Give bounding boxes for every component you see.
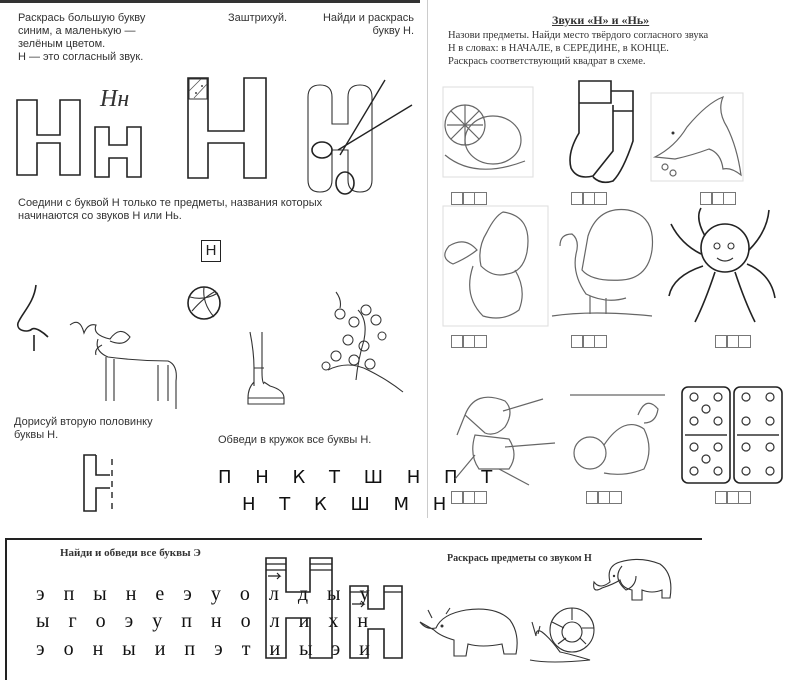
sound-scheme-lemon[interactable] [452, 192, 487, 205]
hatched-letter-h[interactable] [186, 76, 271, 181]
cursive-letters: Нн [100, 86, 130, 112]
octopus-picture[interactable] [665, 206, 780, 331]
small-h-tracing[interactable] [348, 584, 408, 664]
small-letter-n-outline[interactable] [93, 125, 145, 180]
letter-row-1[interactable]: П Н К Т Ш Н П Т [218, 467, 502, 488]
lemon-picture[interactable] [443, 85, 535, 180]
rhinoceros-picture[interactable] [418, 598, 523, 666]
sound-scheme-pinocchio[interactable] [452, 491, 487, 504]
task-find-e: Найди и обведи все буквы Э [60, 547, 201, 559]
sound-scheme-dolphin[interactable] [701, 192, 736, 205]
socks-picture[interactable] [565, 75, 645, 185]
task-circle-letters: Обведи в кружок все буквы Н. [218, 434, 372, 446]
task-connect: Соедини с буквой Н только те предметы, названия которых начинаются со звуков Н или Нь. [18, 197, 323, 222]
nose-picture[interactable] [14, 283, 54, 353]
sound-scheme-turkey[interactable] [572, 335, 607, 348]
sound-scheme-dominoes[interactable] [716, 491, 751, 504]
sound-scheme-octopus[interactable] [716, 335, 751, 348]
letter-grid-row-2[interactable]: ы г о э у п н о л и х н [36, 610, 376, 632]
turkey-picture[interactable] [550, 206, 660, 331]
sound-scheme-boy[interactable] [452, 335, 487, 348]
top-border [0, 0, 420, 3]
task-color-objects: Раскрась предметы со звуком Н [447, 553, 592, 564]
letter-grid-row-1[interactable]: э п ы н е э у о л д ы у [36, 583, 377, 605]
letter-grid-row-3[interactable]: э о н ы и п э т и ы э и [36, 638, 377, 660]
pinocchio-picture[interactable] [445, 385, 565, 485]
right-page-title: Звуки «Н» и «Нь» [552, 13, 650, 27]
ball-picture[interactable] [186, 285, 222, 321]
page-divider [427, 0, 428, 518]
sound-scheme-baby[interactable] [587, 491, 622, 504]
task-color-letter: Раскрась большую букву синим, а маленькую — зелёным цветом. Н — это согласный звук. [18, 12, 146, 63]
boy-running-picture[interactable] [443, 206, 553, 331]
letter-row-2[interactable]: Н Т К Ш М Н [242, 494, 456, 515]
elephant-picture[interactable] [592, 558, 674, 620]
letter-h-with-scissors[interactable] [300, 80, 415, 195]
task-find-letter: Найди и раскрась букву Н. [322, 12, 414, 37]
snail-picture[interactable] [528, 604, 598, 664]
boxed-letter-h[interactable]: Н [201, 240, 221, 262]
big-h-tracing[interactable] [264, 556, 339, 661]
dominoes-picture[interactable] [680, 385, 788, 485]
big-letter-h-outline[interactable] [15, 95, 85, 180]
task-shade: Заштрихуй. [228, 12, 288, 24]
baby-lying-picture[interactable] [568, 385, 673, 485]
right-page-instructions: Назови предметы. Найди место твёрдого согласного звука Н в словах: в НАЧАЛЕ, в СЕРЕДИНЕ, в КОНЦЕ. Раскрась соответствующий квадрат в схеме. [448, 30, 709, 67]
half-letter-h[interactable] [82, 453, 117, 513]
task-complete-letter: Дорисуй вторую половинку буквы Н. [14, 416, 153, 441]
leg-boot-picture[interactable] [246, 330, 296, 410]
deer-picture[interactable] [68, 315, 183, 410]
dolphin-picture[interactable] [651, 93, 747, 185]
flower-branch-picture[interactable] [318, 290, 408, 395]
sound-scheme-socks[interactable] [572, 192, 607, 205]
